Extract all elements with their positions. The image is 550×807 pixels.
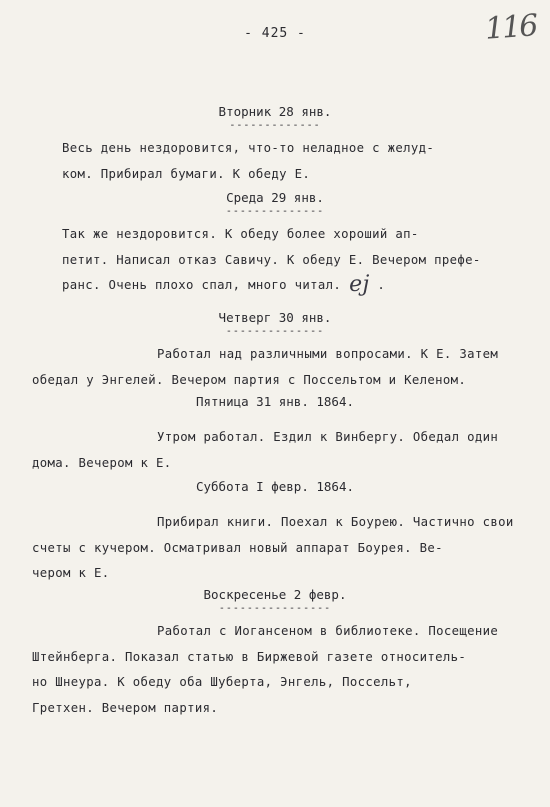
text-line: Штейнберга. Показал статью в Биржевой газете относитель- bbox=[32, 649, 467, 664]
text-line: Прибирал книги. Поехал к Боурею. Частично свои bbox=[157, 515, 514, 529]
text-line: ранс. Очень плохо спал, много читал. ej . bbox=[62, 272, 386, 298]
page-number: - 425 - bbox=[244, 26, 306, 41]
entry-underline-tuesday: ------------- bbox=[229, 120, 321, 131]
text-line: дома. Вечером к Е. bbox=[32, 455, 172, 470]
entry-text-friday bbox=[32, 425, 499, 476]
text-line: петит. Написал отказ Савичу. К обеду Е. Вечером префе- bbox=[62, 252, 481, 267]
entry-underline-thursday: -------------- bbox=[225, 326, 325, 337]
entry-heading-tuesday: Вторник 28 янв. bbox=[218, 104, 332, 119]
folio-number: 116 bbox=[483, 8, 538, 47]
text-line: Утром работал. Ездил к Винбергу. Обедал один bbox=[157, 430, 499, 444]
text-line: чером к Е. bbox=[32, 566, 110, 581]
text-line: Весь день нездоровится, что-то неладное с желуд- bbox=[62, 141, 435, 155]
entry-underline-sunday: ---------------- bbox=[218, 603, 332, 614]
entry-heading-friday: Пятница 31 янв. 1864. bbox=[195, 394, 355, 409]
text-line: Гретхен. Вечером партия. bbox=[32, 700, 219, 715]
text-line: Работал с Иогансеном в библиотеке. Посещение bbox=[157, 624, 499, 638]
text-line: ком. Прибирал бумаги. К обеду Е. bbox=[62, 166, 311, 181]
text-line: но Шнеура. К обеду оба Шуберта, Энгель, Поссельт, bbox=[32, 675, 412, 690]
text-line: Так же нездоровится. К обеду более хороший ап- bbox=[62, 227, 419, 241]
entry-heading-wednesday: Среда 29 янв. bbox=[226, 190, 324, 205]
text-line: обедал у Энгелей. Вечером партия с Посcельтом и Келеном. bbox=[32, 372, 467, 387]
text-line: счеты с кучером. Осматривал новый аппарат Боурея. Ве- bbox=[32, 540, 443, 555]
text-line: Работал над различными вопросами. К Е. Затем bbox=[157, 347, 499, 361]
entry-text-tuesday bbox=[62, 136, 434, 187]
entry-text-sunday bbox=[32, 619, 499, 721]
entry-text-saturday bbox=[32, 510, 514, 587]
handwritten-mark: ej bbox=[349, 272, 370, 298]
entry-underline-wednesday: -------------- bbox=[225, 206, 325, 217]
entry-heading-thursday: Четверг 30 янв. bbox=[218, 310, 332, 325]
text-line-content: ранс. Очень плохо спал, много читал. bbox=[62, 278, 342, 293]
entry-heading-saturday: Суббота I февр. 1864. bbox=[195, 479, 355, 494]
entry-text-thursday bbox=[32, 342, 499, 393]
entry-heading-sunday: Воскресенье 2 февр. bbox=[203, 587, 347, 602]
entry-text-wednesday bbox=[62, 222, 481, 299]
